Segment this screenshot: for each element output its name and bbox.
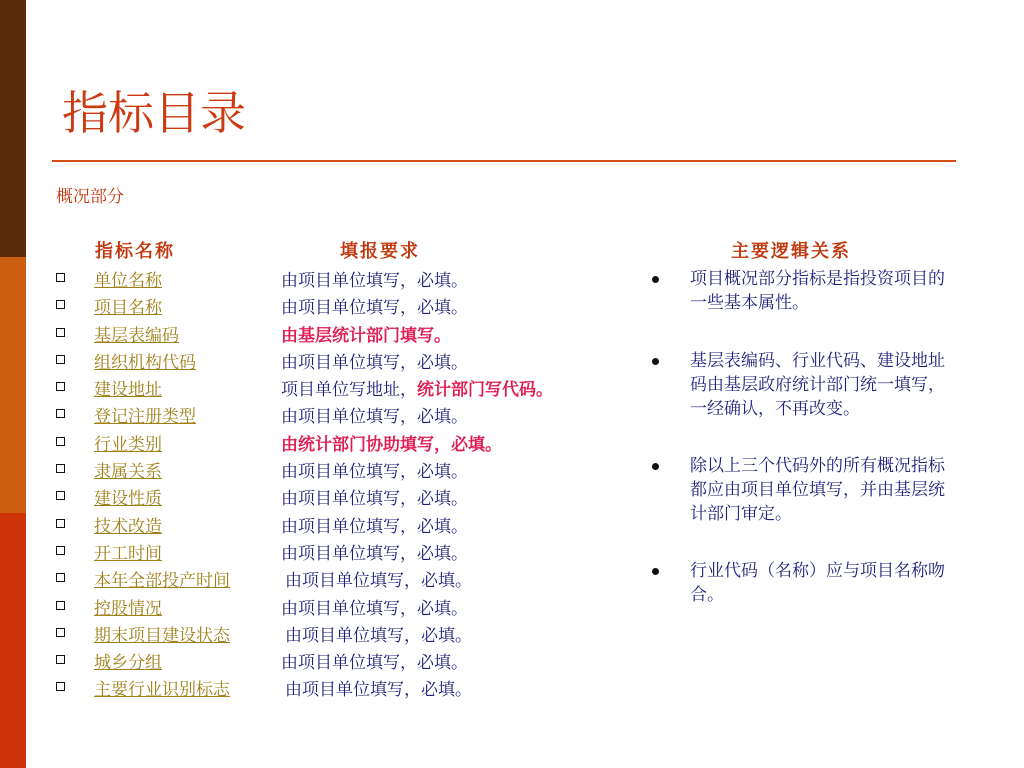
- column-header-requirement: 填报要求: [340, 241, 420, 262]
- indicator-requirement: 由项目单位填写，必填。: [281, 271, 468, 291]
- square-bullet-icon: [56, 328, 65, 337]
- indicator-row: [56, 511, 656, 538]
- indicator-link[interactable]: 单位名称: [94, 271, 162, 291]
- indicator-requirement: 由项目单位填写，必填。: [281, 489, 468, 510]
- square-bullet-icon: [56, 573, 65, 582]
- square-bullet-icon: [56, 519, 65, 528]
- indicator-requirement: 由项目单位填写，必填。: [281, 653, 468, 674]
- decor-bar-middle: [0, 257, 26, 513]
- indicator-link[interactable]: 行业类别: [94, 434, 162, 455]
- square-bullet-icon: [56, 682, 65, 691]
- indicator-link[interactable]: 本年全部投产时间: [94, 571, 230, 592]
- dot-bullet-icon: [652, 568, 659, 575]
- indicator-requirement: 由项目单位填写，必填。: [281, 543, 468, 564]
- title-divider: [52, 160, 956, 162]
- indicator-requirement: 由项目单位填写，必填。: [281, 352, 468, 373]
- square-bullet-icon: [56, 382, 65, 391]
- indicator-link[interactable]: 建设性质: [94, 489, 162, 510]
- indicator-row: [56, 593, 656, 620]
- logic-text: 行业代码（名称）应与项目名称吻合。: [690, 561, 945, 605]
- indicator-list: [56, 265, 656, 702]
- indicator-link[interactable]: 技术改造: [94, 516, 162, 537]
- logic-item: [652, 267, 947, 315]
- indicator-row: [56, 538, 656, 565]
- square-bullet-icon: [56, 546, 65, 555]
- indicator-requirement: 项目单位写地址，统计部门写代码。: [281, 380, 553, 401]
- indicator-link[interactable]: 建设地址: [94, 380, 162, 401]
- indicator-row: [56, 565, 656, 592]
- indicator-link[interactable]: 隶属关系: [94, 462, 162, 483]
- square-bullet-icon: [56, 273, 65, 282]
- logic-item: [652, 559, 947, 607]
- indicator-link[interactable]: 开工时间: [94, 543, 162, 564]
- indicator-requirement: 由项目单位填写，必填。: [285, 571, 472, 592]
- indicator-requirement: 由项目单位填写，必填。: [281, 598, 468, 619]
- logic-item: [652, 454, 947, 526]
- square-bullet-icon: [56, 655, 65, 664]
- logic-text: 基层表编码、行业代码、建设地址码由基层政府统计部门统一填写，一经确认，不再改变。: [690, 351, 945, 419]
- indicator-requirement: 由项目单位填写，必填。: [281, 462, 468, 483]
- indicator-link[interactable]: 主要行业识别标志: [94, 680, 230, 701]
- indicator-requirement: 由基层统计部门填写。: [281, 325, 451, 346]
- square-bullet-icon: [56, 409, 65, 418]
- square-bullet-icon: [56, 437, 65, 446]
- indicator-row: [56, 374, 656, 401]
- indicator-link[interactable]: 登记注册类型: [94, 407, 196, 428]
- logic-list: [652, 267, 947, 607]
- indicator-link[interactable]: 期末项目建设状态: [94, 625, 230, 646]
- indicator-row: [56, 347, 656, 374]
- indicator-row: [56, 320, 656, 347]
- indicator-link[interactable]: 项目名称: [94, 298, 162, 319]
- slide-title: 指标目录: [62, 86, 246, 140]
- indicator-row: [56, 483, 656, 510]
- indicator-requirement: 由项目单位填写，必填。: [285, 680, 472, 701]
- indicator-link[interactable]: 基层表编码: [94, 325, 179, 346]
- dot-bullet-icon: [652, 463, 659, 470]
- indicator-requirement: 由项目单位填写，必填。: [281, 407, 468, 428]
- dot-bullet-icon: [652, 276, 659, 283]
- indicator-row: [56, 674, 656, 701]
- square-bullet-icon: [56, 628, 65, 637]
- indicator-requirement: 由项目单位填写，必填。: [281, 298, 468, 319]
- indicator-link[interactable]: 城乡分组: [94, 653, 162, 674]
- decor-bar-bottom: [0, 513, 26, 768]
- dot-bullet-icon: [652, 358, 659, 365]
- indicator-requirement: 由项目单位填写，必填。: [285, 625, 472, 646]
- indicator-row: [56, 647, 656, 674]
- indicator-row: [56, 620, 656, 647]
- column-header-name: 指标名称: [95, 241, 175, 262]
- indicator-row: [56, 265, 656, 292]
- indicator-row: [56, 401, 656, 428]
- logic-item: [652, 349, 947, 421]
- indicator-row: [56, 292, 656, 319]
- section-label: 概况部分: [56, 187, 124, 207]
- square-bullet-icon: [56, 355, 65, 364]
- column-header-logic: 主要逻辑关系: [731, 241, 851, 262]
- square-bullet-icon: [56, 300, 65, 309]
- indicator-row: [56, 429, 656, 456]
- indicator-row: [56, 456, 656, 483]
- indicator-requirement: 由统计部门协助填写，必填。: [281, 434, 502, 455]
- logic-text: 除以上三个代码外的所有概况指标都应由项目单位填写，并由基层统计部门审定。: [690, 456, 945, 524]
- square-bullet-icon: [56, 491, 65, 500]
- indicator-requirement: 由项目单位填写，必填。: [281, 516, 468, 537]
- square-bullet-icon: [56, 601, 65, 610]
- logic-text: 项目概况部分指标是指投资项目的一些基本属性。: [690, 269, 945, 313]
- square-bullet-icon: [56, 464, 65, 473]
- indicator-link[interactable]: 控股情况: [94, 598, 162, 619]
- decor-bar-top: [0, 0, 26, 257]
- indicator-link[interactable]: 组织机构代码: [94, 352, 196, 373]
